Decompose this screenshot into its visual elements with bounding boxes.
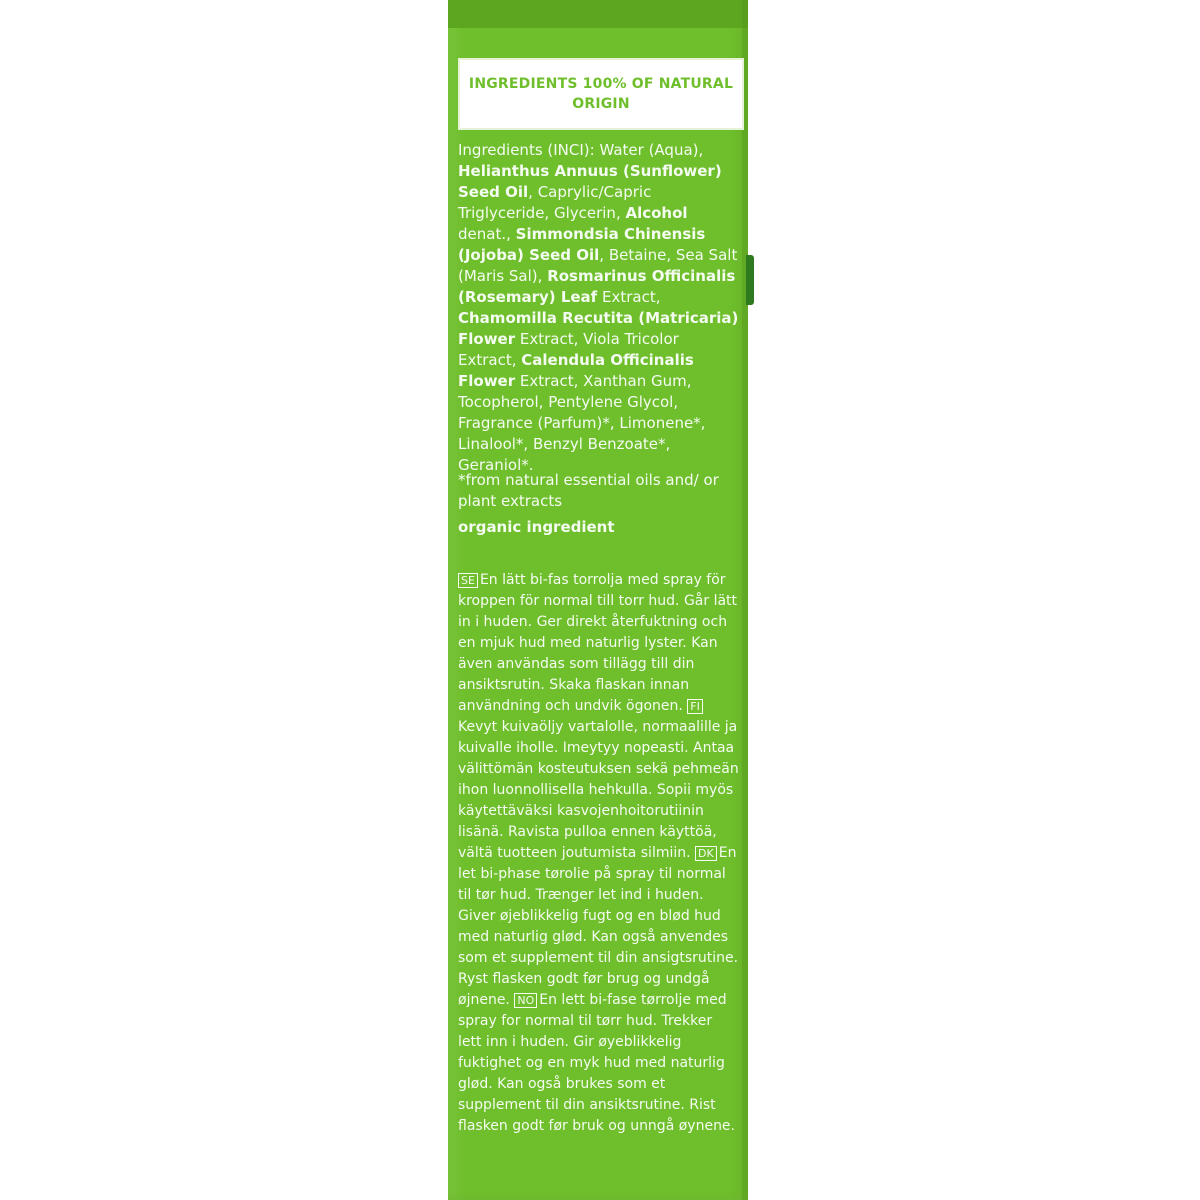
ingredient-organic: Rosmarinus Officinalis (Rosemary) Leaf (458, 267, 736, 306)
lang-text-fi: Kevyt kuivaöljy vartalolle, normaalille ja kuivalle iholle. Imeytyy nopeasti. Antaa välittömän kosteutuksen sekä pehmeän ihon luonnollisella hehkulla. Sopii myös käytettäväksi kasvojenhoitorutiinin lisänä. Ravista pulloa ennen käyttöä, vältä tuotteen joutumista silmiin. (458, 719, 739, 861)
box-right-edge (742, 0, 748, 1200)
ingredients-header-title: INGREDIENTS 100% OF NATURAL ORIGIN (468, 76, 734, 112)
multilingual-description (458, 570, 740, 1137)
ingredients-text: , Caprylic/Capric Triglyceride, Glycerin, (458, 183, 652, 222)
lang-code-se: SE (458, 573, 478, 588)
lang-text-dk: En let bi-phase tørolie på spray til normal til tør hud. Trænger let ind i huden. Giver øjeblikkelig fugt og en blød hud med naturlig glød. Kan også anvendes som et supplement til din ansigtsrutine. Ryst flasken godt før brug og undgå øjnene. (458, 845, 739, 1008)
ingredient-organic: Chamomilla Recutita (Matricaria) Flower (458, 309, 739, 348)
lang-code-fi: FI (687, 699, 703, 714)
ingredients-text: denat., (458, 225, 516, 243)
ingredients-text: Extract, Xanthan Gum, Tocopherol, Pentylene Glycol, Fragrance (Parfum)*, Limonene*, Linalool*, Benzyl Benzoate*, Geraniol*. (458, 372, 706, 474)
box-tab-flap (746, 255, 754, 305)
ingredient-organic: Helianthus Annuus (Sunflower) Seed Oil (458, 162, 722, 201)
organic-ingredient-legend: organic ingredient (458, 518, 615, 536)
ingredients-text: , Betaine, Sea Salt (Maris Sal), (458, 246, 738, 285)
lang-code-dk: DK (695, 846, 717, 861)
ingredient-organic: Alcohol (625, 204, 688, 222)
lang-text-se: En lätt bi-fas torrolja med spray för kroppen för normal till torr hud. Går lätt in i huden. Ger direkt återfuktning och en mjuk hud med naturlig lyster. Kan även användas som tillägg till din ansiktsrutin. Skaka flaskan innan användning och undvik ögonen. (458, 572, 738, 714)
box-top-edge (448, 0, 748, 28)
ingredients-header-panel (458, 58, 744, 130)
lang-text-no: En lett bi-fase tørrolje med spray for normal til tørr hud. Trekker lett inn i huden. Gir øyeblikkelig fuktighet og en myk hud med naturlig glød. Kan også brukes som et supplement til din ansiktsrutine. Rist flasken godt før bruk og unngå øynene. (458, 992, 735, 1134)
ingredients-text: Ingredients (INCI): Water (Aqua), (458, 141, 704, 159)
lang-code-no: NO (514, 993, 537, 1008)
essential-oils-note: *from natural essential oils and/ or plant extracts (458, 471, 719, 510)
ingredients-text: Extract, (597, 288, 661, 306)
ingredient-organic: Simmondsia Chinensis (Jojoba) Seed Oil (458, 225, 706, 264)
ingredient-organic: Calendula Officinalis Flower (458, 351, 694, 390)
product-box-side (448, 0, 748, 1200)
ingredients-text: Extract, Viola Tricolor Extract, (458, 330, 679, 369)
ingredients-list (458, 140, 740, 476)
